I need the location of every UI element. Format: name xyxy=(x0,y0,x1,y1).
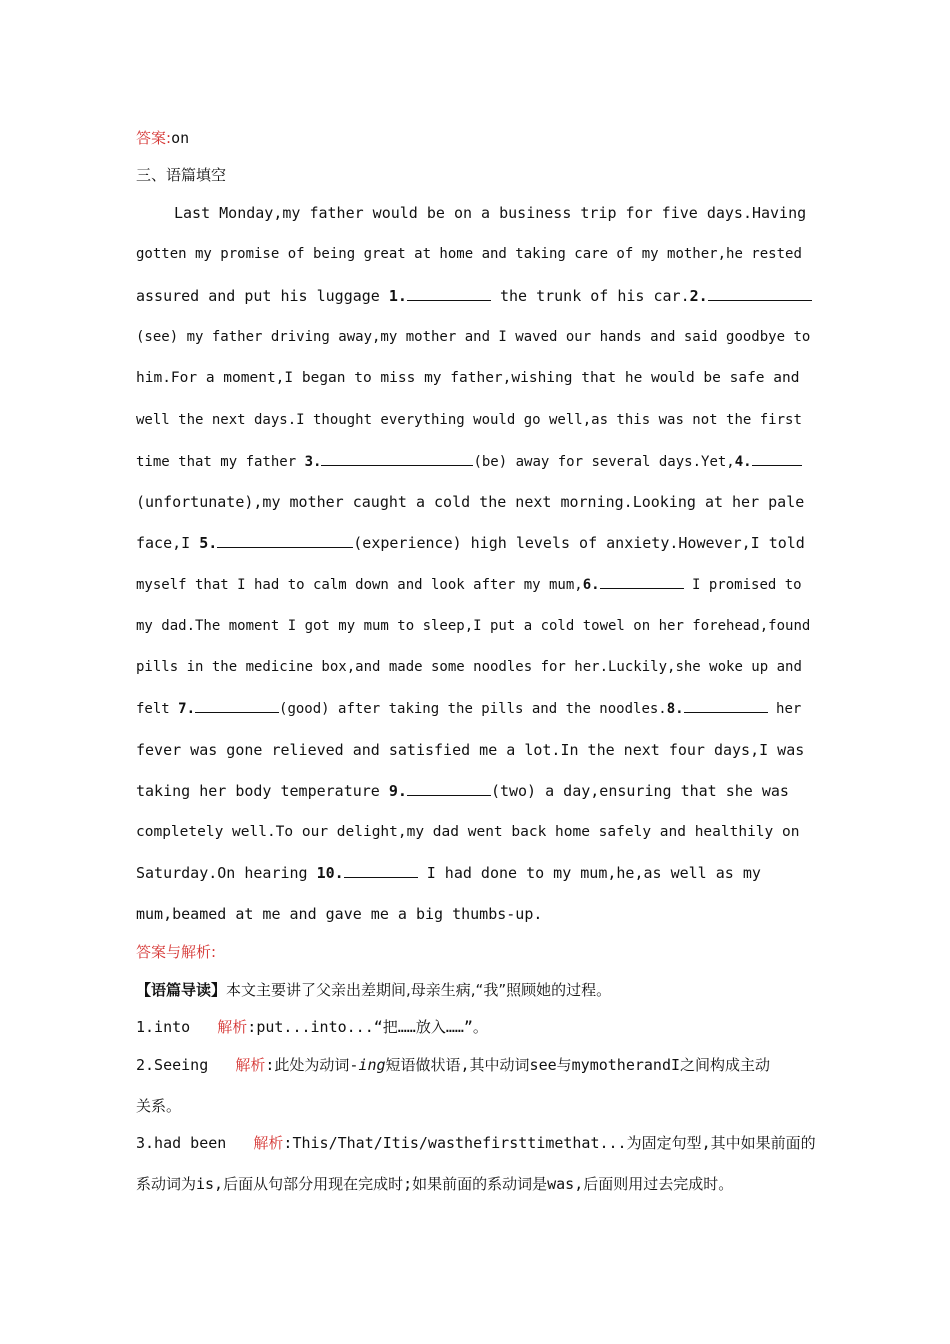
explanation-text: ing xyxy=(358,1056,386,1074)
explanation-label: 解析 xyxy=(235,1056,266,1074)
explanation-label: 解析 xyxy=(217,1018,248,1036)
text-segment: face,I xyxy=(136,534,200,552)
text-segment: felt xyxy=(136,701,179,717)
answer-blank[interactable] xyxy=(684,698,768,713)
answer-blank[interactable] xyxy=(217,533,353,548)
passage-line xyxy=(136,533,805,553)
explanation-text: :此处为动词- xyxy=(265,1056,359,1074)
passage-line xyxy=(136,781,789,801)
answer-key: 3.had been xyxy=(136,1134,227,1152)
answer-item-2-continued: 关系。 xyxy=(136,1097,182,1115)
passage-line: him.For a moment,I began to miss my father,wishing that he would be safe and xyxy=(136,370,800,386)
passage-line: pills in the medicine box,and made some noodles for her.Luckily,she woke up and xyxy=(136,659,802,675)
answer-label: 答案: xyxy=(136,129,172,147)
passage-line xyxy=(136,451,802,472)
previous-answer xyxy=(136,128,189,148)
passage-line: mum,beamed at me and gave me a big thumbs-up. xyxy=(136,905,543,923)
text-segment: (be) away for several days.Yet, xyxy=(473,454,735,470)
explanation-text: 短语做状语,其中动词see与mymotherandI之间构成主动 xyxy=(385,1056,771,1074)
answer-blank[interactable] xyxy=(407,286,491,301)
passage-line xyxy=(136,863,761,883)
text-segment: (good) after taking the pills and the noodles. xyxy=(279,701,667,717)
text-segment: myself that I had to calm down and look after my mum, xyxy=(136,577,583,593)
answer-blank[interactable] xyxy=(708,286,812,301)
text-segment: I promised to xyxy=(683,577,802,593)
text-segment: taking her body temperature xyxy=(136,782,389,800)
answer-key: 2.Seeing xyxy=(136,1056,209,1074)
answer-blank[interactable] xyxy=(752,451,802,466)
blank-number: 9. xyxy=(388,782,407,800)
blank-number: 6. xyxy=(582,577,600,593)
text-segment: Saturday.On hearing xyxy=(136,864,317,882)
answers-heading: 答案与解析: xyxy=(136,943,217,961)
passage-line: well the next days.I thought everything would go well,as this was not the first xyxy=(136,412,802,428)
text-segment: the trunk of his car. xyxy=(490,287,690,305)
answer-blank[interactable] xyxy=(195,698,279,713)
text-segment: (two) a day,ensuring that she was xyxy=(490,782,789,800)
blank-number: 4. xyxy=(734,454,752,470)
passage-line: completely well.To our delight,my dad went back home safely and healthily on xyxy=(136,824,800,840)
explanation-text: :put...into...“把……放入……”。 xyxy=(247,1018,488,1036)
blank-number: 5. xyxy=(199,534,218,552)
answer-item-2 xyxy=(136,1055,770,1075)
passage-line: my dad.The moment I got my mum to sleep,I put a cold towel on her forehead,found xyxy=(136,618,811,634)
text-segment: (experience) high levels of anxiety.However,I told xyxy=(353,534,805,552)
answer-item-1 xyxy=(136,1017,488,1037)
explanation-text: :This/That/Itis/wasthefirsttimethat...为固定句型,其中如果前面的 xyxy=(283,1134,816,1152)
passage-line: (unfortunate),my mother caught a cold the next morning.Looking at her pale xyxy=(136,493,805,511)
passage-line: (see) my father driving away,my mother and I waved our hands and said goodbye to xyxy=(136,329,811,345)
answer-item-3 xyxy=(136,1133,816,1153)
reading-guide xyxy=(136,980,611,1000)
blank-number: 7. xyxy=(178,701,196,717)
answer-blank[interactable] xyxy=(321,451,473,466)
section-title: 三、语篇填空 xyxy=(136,166,227,184)
blank-number: 2. xyxy=(689,287,708,305)
text-segment: her xyxy=(767,701,802,717)
passage-line: Last Monday,my father would be on a business trip for five days.Having xyxy=(174,204,807,222)
answer-blank[interactable] xyxy=(344,863,418,878)
text-segment: time that my father xyxy=(136,454,305,470)
answer-blank[interactable] xyxy=(407,781,491,796)
text-segment: assured and put his luggage xyxy=(136,287,389,305)
guide-label: 【语篇导读】 xyxy=(136,981,227,999)
passage-line xyxy=(136,286,812,306)
passage-line: gotten my promise of being great at home and taking care of my mother,he rested xyxy=(136,246,802,262)
passage-line: fever was gone relieved and satisfied me a lot.In the next four days,I was xyxy=(136,741,805,759)
text-segment: I had done to my mum,he,as well as my xyxy=(417,864,761,882)
answer-value: on xyxy=(171,129,190,147)
blank-number: 10. xyxy=(316,864,344,882)
answer-blank[interactable] xyxy=(600,574,684,589)
explanation-label: 解析 xyxy=(253,1134,284,1152)
blank-number: 1. xyxy=(388,287,407,305)
answer-item-3-continued: 系动词为is,后面从句部分用现在完成时;如果前面的系动词是was,后面则用过去完成时。 xyxy=(136,1175,734,1193)
passage-line xyxy=(136,698,801,719)
passage-line xyxy=(136,574,802,595)
blank-number: 8. xyxy=(666,701,684,717)
answer-key: 1.into xyxy=(136,1018,191,1036)
guide-text: 本文主要讲了父亲出差期间,母亲生病,“我”照顾她的过程。 xyxy=(226,981,612,999)
blank-number: 3. xyxy=(304,454,322,470)
